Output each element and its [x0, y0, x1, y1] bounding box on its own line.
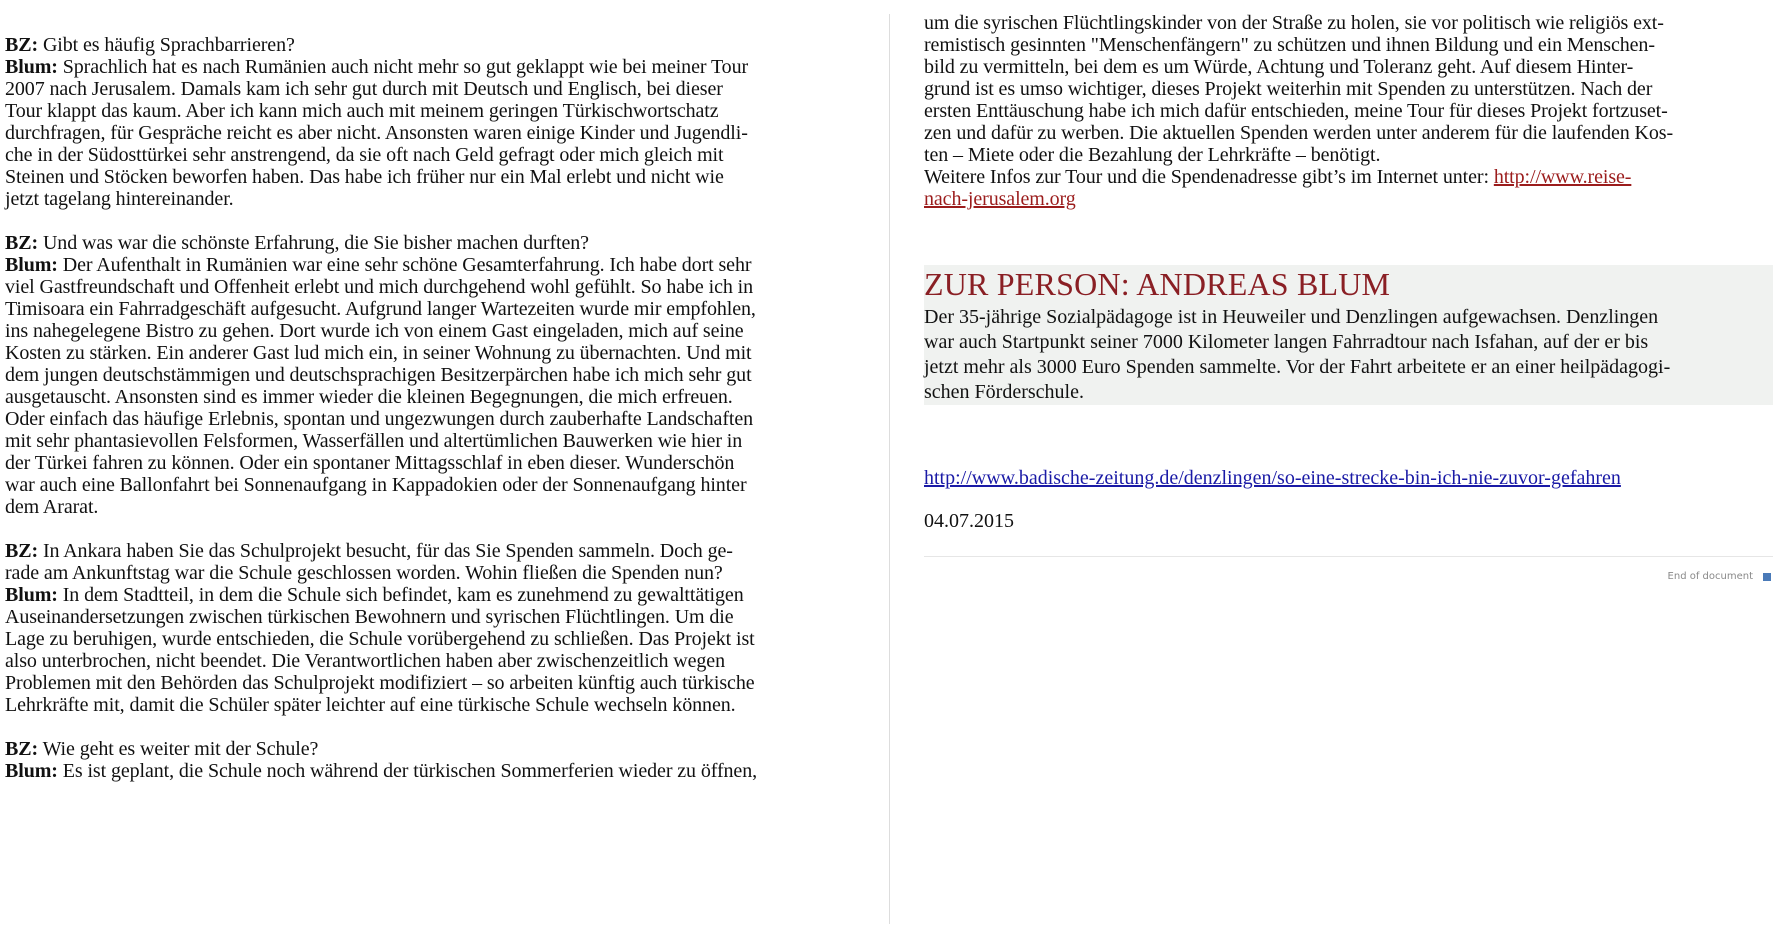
text-line: [5, 650, 865, 672]
speaker-label: Blum:: [5, 56, 58, 78]
text-segment: zen und dafür zu werben. Die aktuellen Spenden werden unter anderem für die laufenden Kos-: [924, 122, 1674, 144]
text-line: [5, 628, 865, 650]
text-line: [924, 100, 1772, 122]
text-segment: In Ankara haben Sie das Schulprojekt besucht, für das Sie Spenden sammeln. Doch ge-: [38, 540, 733, 562]
text-segment: Wie geht es weiter mit der Schule?: [38, 738, 319, 760]
text-line: [5, 430, 865, 452]
right-column: [924, 12, 1772, 232]
text-line: [5, 672, 865, 694]
text-segment: Auseinandersetzungen zwischen türkischen Bewohnern und syrischen Flüchtlingen. Um die: [5, 606, 734, 628]
text-segment: jetzt tagelang hintereinander.: [5, 188, 234, 210]
text-line: [924, 188, 1772, 210]
text-line: [5, 606, 865, 628]
interview-paragraph: [5, 232, 865, 518]
text-line: [5, 254, 865, 276]
speaker-label: BZ:: [5, 232, 39, 254]
text-line: [5, 276, 865, 298]
text-line: [924, 166, 1772, 188]
person-box-title: ZUR PERSON: ANDREAS BLUM: [924, 266, 1391, 302]
column-divider: [889, 14, 890, 924]
text-line: [924, 78, 1772, 100]
text-segment: 2007 nach Jerusalem. Damals kam ich sehr gut durch mit Deutsch und Englisch, bei dieser: [5, 78, 723, 100]
text-line: [5, 232, 865, 254]
left-column: [5, 34, 865, 804]
text-segment: che in der Südosttürkei sehr anstrengend, da sie oft nach Geld gefragt oder mich gleich mit: [5, 144, 724, 166]
text-segment: ins nahegelegene Bistro zu gehen. Dort wurde ich von einem Gast eingeladen, mich auf seine: [5, 320, 744, 342]
text-line: [5, 100, 865, 122]
text-line: [5, 694, 865, 716]
person-box-line: war auch Startpunkt seiner 7000 Kilometer langen Fahrradtour nach Isfahan, auf der er bis: [924, 331, 1649, 353]
text-segment: Und was war die schönste Erfahrung, die Sie bisher machen durften?: [38, 232, 589, 254]
text-segment: also unterbrochen, nicht beendet. Die Verantwortlichen haben aber zwischenzeitlich wegen: [5, 650, 725, 672]
text-line: [5, 474, 865, 496]
text-segment: Lage zu beruhigen, wurde entschieden, die Schule vorübergehend zu schließen. Das Projekt ist: [5, 628, 755, 650]
speaker-label: BZ:: [5, 34, 39, 56]
text-line: [5, 562, 865, 584]
text-segment: bild zu vermitteln, bei dem es um Würde, Achtung und Toleranz geht. Auf diesem Hinter-: [924, 56, 1634, 78]
tour-website-link[interactable]: http://www.reise-: [1493, 166, 1632, 188]
interview-paragraph: [5, 738, 865, 782]
speaker-label: Blum:: [5, 254, 58, 276]
text-line: [5, 34, 865, 56]
text-segment: rade am Ankunftstag war die Schule geschlossen worden. Wohin fließen die Spenden nun?: [5, 562, 723, 584]
text-line: [5, 122, 865, 144]
text-segment: Der Aufenthalt in Rumänien war eine sehr schöne Gesamterfahrung. Ich habe dort sehr: [57, 254, 752, 276]
text-line: [5, 408, 865, 430]
text-line: [5, 540, 865, 562]
text-segment: Es ist geplant, die Schule noch während der türkischen Sommerferien wieder zu öffnen,: [57, 760, 757, 782]
text-line: [5, 584, 865, 606]
text-line: [5, 166, 865, 188]
person-box-body: [924, 305, 1773, 405]
text-line: [5, 738, 865, 760]
text-segment: dem jungen deutschstämmigen und deutschsprachigen Besitzerpärchen habe ich mich sehr gut: [5, 364, 752, 386]
text-segment: ausgetauscht. Ansonsten sind es immer wieder die kleinen Begegnungen, die mich erfreuen.: [5, 386, 733, 408]
person-box-line: schen Förderschule.: [924, 381, 1084, 403]
text-line: [5, 760, 865, 782]
person-box-line: Der 35-jährige Sozialpädagoge ist in Heuweiler und Denzlingen aufgewachsen. Denzlingen: [924, 306, 1659, 328]
end-of-document-label: End of document: [1667, 571, 1753, 582]
end-divider: [924, 556, 1773, 557]
text-line: [5, 298, 865, 320]
text-segment: Problemen mit den Behörden das Schulprojekt modifiziert – so arbeiten künftig auch türkische: [5, 672, 755, 694]
speaker-label: BZ:: [5, 540, 39, 562]
text-segment: Steinen und Stöcken beworfen haben. Das habe ich früher nur ein Mal erlebt und nicht wie: [5, 166, 724, 188]
text-segment: Tour klappt das kaum. Aber ich kann mich auch mit meinem geringen Türkischwortschatz: [5, 100, 719, 122]
interview-paragraph: [5, 34, 865, 210]
text-line: [5, 188, 865, 210]
publication-date: 04.07.2015: [924, 510, 1014, 532]
text-line: [5, 320, 865, 342]
text-line: [5, 496, 865, 518]
end-of-document: [1668, 571, 1771, 582]
text-segment: Kosten zu stärken. Ein anderer Gast lud mich ein, in seiner Wohnung zu übernachten. Und mit: [5, 342, 752, 364]
text-line: [5, 56, 865, 78]
interview-paragraph: [5, 540, 865, 716]
text-line: [5, 364, 865, 386]
text-segment: Oder einfach das häufige Erlebnis, spontan und ungezwungen durch zauberhafte Landschaften: [5, 408, 754, 430]
speaker-label: Blum:: [5, 760, 58, 782]
text-line: [924, 144, 1772, 166]
person-info-box: [924, 265, 1773, 405]
text-segment: In dem Stadtteil, in dem die Schule sich befindet, kam es zunehmend zu gewalttätigen: [57, 584, 744, 606]
person-box-line: jetzt mehr als 3000 Euro Spenden sammelte. Vor der Fahrt arbeitete er an einer heilpädagogi-: [924, 356, 1671, 378]
text-segment: der Türkei fahren zu können. Oder ein spontaner Mittagsschlaf in eben dieser. Wunderschön: [5, 452, 735, 474]
text-line: [5, 342, 865, 364]
text-line: [5, 78, 865, 100]
speaker-label: BZ:: [5, 738, 39, 760]
speaker-label: Blum:: [5, 584, 58, 606]
text-segment: ersten Enttäuschung habe ich mich dafür entschieden, meine Tour für dieses Projekt fortzuset-: [924, 100, 1668, 122]
text-line: [924, 56, 1772, 78]
text-segment: remistisch gesinnten "Menschenfängern" zu schützen und ihnen Bildung und ein Menschen-: [924, 34, 1655, 56]
text-segment: Sprachlich hat es nach Rumänien auch nicht mehr so gut geklappt wie bei meiner Tour: [57, 56, 749, 78]
tour-website-link[interactable]: nach-jerusalem.org: [924, 188, 1076, 210]
text-segment: grund ist es umso wichtiger, dieses Projekt weiterhin mit Spenden zu unterstützen. Nach der: [924, 78, 1653, 100]
text-segment: dem Ararat.: [5, 496, 99, 518]
text-line: [5, 452, 865, 474]
text-line: [924, 122, 1772, 144]
text-segment: Weitere Infos zur Tour und die Spendenadresse gibt’s im Internet unter:: [924, 166, 1494, 188]
text-line: [924, 34, 1772, 56]
text-segment: ten – Miete oder die Bezahlung der Lehrkräfte – benötigt.: [924, 144, 1381, 166]
text-segment: war auch eine Ballonfahrt bei Sonnenaufgang in Kappadokien oder der Sonnenaufgang hinter: [5, 474, 747, 496]
text-segment: um die syrischen Flüchtlingskinder von der Straße zu holen, sie vor politisch wie religiös ext-: [924, 12, 1664, 34]
text-segment: Gibt es häufig Sprachbarrieren?: [38, 34, 295, 56]
end-square-icon: [1763, 573, 1771, 581]
text-segment: durchfragen, für Gespräche reicht es aber nicht. Ansonsten waren einige Kinder und Jugendli-: [5, 122, 748, 144]
text-segment: mit sehr phantasievollen Felsformen, Wasserfällen und altertümlichen Bauwerken wie hier in: [5, 430, 743, 452]
text-segment: Lehrkräfte mit, damit die Schüler später leichter auf eine türkische Schule wechseln können.: [5, 694, 736, 716]
source-url-link[interactable]: http://www.badische-zeitung.de/denzlingen/so-eine-strecke-bin-ich-nie-zuvor-gefahren: [924, 467, 1621, 489]
text-segment: Timisoara ein Fahrradgeschäft aufgesucht. Aufgrund langer Wartezeiten wurde mir empfohlen,: [5, 298, 756, 320]
continuation-paragraph: [924, 12, 1772, 210]
text-line: [5, 386, 865, 408]
text-line: [924, 12, 1772, 34]
text-segment: viel Gastfreundschaft und Offenheit erlebt und mich durchgehend wohl gefühlt. So habe ich in: [5, 276, 753, 298]
text-line: [5, 144, 865, 166]
